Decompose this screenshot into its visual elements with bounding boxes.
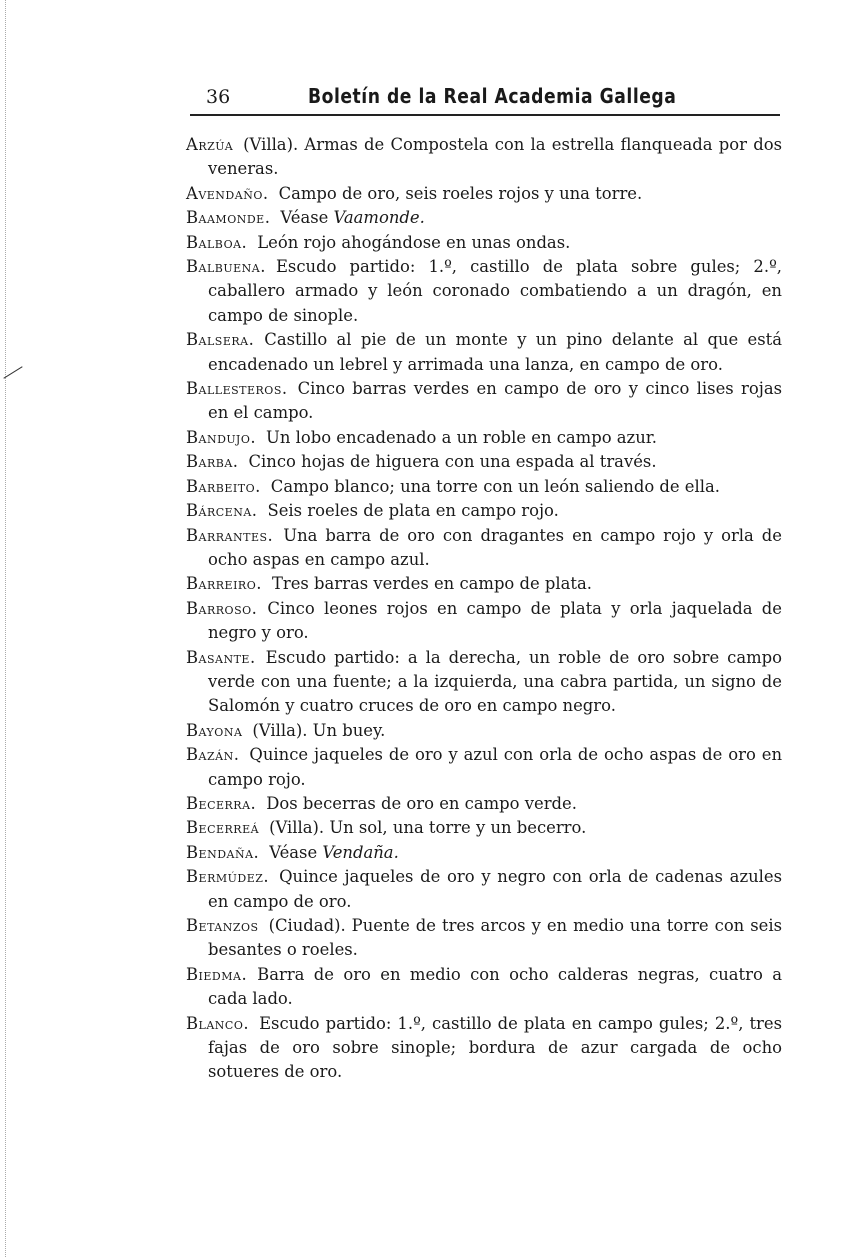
entry-heading: Ballesteros. [186, 379, 288, 399]
entry [186, 572, 782, 596]
entry-heading: Becerra. [186, 793, 257, 813]
entry-heading: Balsera. [186, 330, 255, 350]
entry-heading: Betanzos [186, 916, 259, 935]
entry [186, 475, 782, 499]
entry-heading: Barrantes. [186, 525, 274, 545]
entry [186, 328, 782, 377]
entry-text: Véase [269, 842, 318, 862]
entries-list [186, 133, 782, 1085]
entry [186, 816, 782, 840]
entry-heading: Bandujo. [186, 427, 257, 447]
entry [186, 231, 782, 255]
entry-heading: Avendaño. [186, 183, 269, 203]
entry-heading: Balboa. [186, 232, 248, 252]
entry [186, 841, 782, 865]
entry-text: (Villa). Un sol, una torre y un becerro. [269, 818, 587, 838]
entry [186, 597, 782, 646]
entry-text: Véase [280, 208, 329, 228]
binding-edge-dots [5, 0, 7, 1257]
entry [186, 206, 782, 230]
page-number: 36 [206, 86, 231, 108]
entry-heading: Arzúa [186, 135, 234, 154]
entry-heading: Blanco. [186, 1013, 250, 1033]
entry-text: Escudo partido: 1.º, castillo de plata en campo gules; 2.º, tres fajas de oro sobre sinople; bordura de azur cargada de ocho sotueres de oro. [208, 1013, 782, 1082]
entry-heading: Barroso. [186, 598, 258, 618]
entry [186, 914, 782, 963]
entry-text: Escudo partido: a la derecha, un roble de oro sobre campo verde con una fuente; a la izquierda, una cabra partida, un signo de Salomón y cuatro cruces de oro en campo negro. [208, 647, 782, 716]
entry-heading: Baamonde. [186, 208, 271, 228]
entry-heading: Bayona [186, 720, 243, 740]
entry-heading: Basante. [186, 647, 256, 667]
page-header [190, 82, 780, 116]
entry-text: Cinco barras verdes en campo de oro y cinco lises rojas en el campo. [208, 379, 782, 423]
entry-heading: Bazán. [186, 745, 240, 765]
entry-text: Barra de oro en medio con ocho calderas negras, cuatro a cada lado. [208, 964, 782, 1009]
entry-text: Tres barras verdes en campo de plata. [271, 574, 592, 594]
entry-heading: Barreiro. [186, 574, 262, 594]
entry [186, 719, 782, 743]
entry [186, 646, 782, 719]
entry-text: Castillo al pie de un monte y un pino delante al que está encadenado un lebrel y arrimada una lanza, en campo de oro. [208, 330, 782, 374]
entry-text: Dos becerras de oro en campo verde. [266, 793, 577, 813]
entry-text: Una barra de oro con dragantes en campo rojo y orla de ocho aspas en campo azul. [208, 525, 782, 569]
entry-heading: Biedma. [186, 964, 248, 984]
entry-heading: Bendaña. [186, 842, 260, 862]
entry [186, 792, 782, 816]
entry-text: Quince jaqueles de oro y negro con orla de cadenas azules en campo de oro. [208, 867, 782, 911]
entry [186, 524, 782, 573]
entry-heading: Bermúdez. [186, 867, 270, 887]
entry-text: Cinco leones rojos en campo de plata y orla jaquelada de negro y oro. [208, 598, 782, 643]
entry-heading: Becerreá [186, 818, 260, 838]
entry-text: Un lobo encadenado a un roble en campo azur. [266, 427, 657, 447]
entry [186, 377, 782, 426]
entry [186, 426, 782, 450]
entry-heading: Barbeito. [186, 476, 261, 496]
entry-text: Escudo partido: 1.º, castillo de plata sobre gules; 2.º, caballero armado y león coronado combatiendo a un dragón, en campo de sinople. [208, 257, 782, 325]
entry [186, 450, 782, 474]
entry-text: Cinco hojas de higuera con una espada al través. [248, 452, 657, 472]
entry-heading: Bárcena. [186, 501, 258, 521]
entry [186, 133, 782, 182]
entry-text: Quince jaqueles de oro y azul con orla de ocho aspas de oro en campo rojo. [208, 745, 782, 789]
running-title: Boletín de la Real Academia Gallega [308, 84, 677, 108]
entry [186, 743, 782, 792]
entry-text: León rojo ahogándose en unas ondas. [257, 232, 571, 252]
entry-text: (Villa). Armas de Compostela con la estrella flanqueada por dos veneras. [208, 135, 782, 179]
cross-reference: Vaamonde. [333, 208, 425, 228]
entry-text: Seis roeles de plata en campo rojo. [267, 501, 559, 521]
entry [186, 499, 782, 523]
entry [186, 182, 782, 206]
entry [186, 865, 782, 914]
cross-reference: Vendaña. [322, 842, 399, 862]
entry-text: Campo de oro, seis roeles rojos y una torre. [278, 183, 643, 203]
entry-heading: Barba. [186, 452, 239, 472]
entry-text: (Ciudad). Puente de tres arcos y en medio una torre con seis besantes o roeles. [208, 916, 782, 960]
entry [186, 1012, 782, 1085]
entry-heading: Balbuena. [186, 257, 266, 277]
entry [186, 963, 782, 1012]
entry [186, 255, 782, 328]
entry-text: (Villa). Un buey. [252, 720, 386, 740]
entry-text: Campo blanco; una torre con un león saliendo de ella. [270, 476, 720, 496]
